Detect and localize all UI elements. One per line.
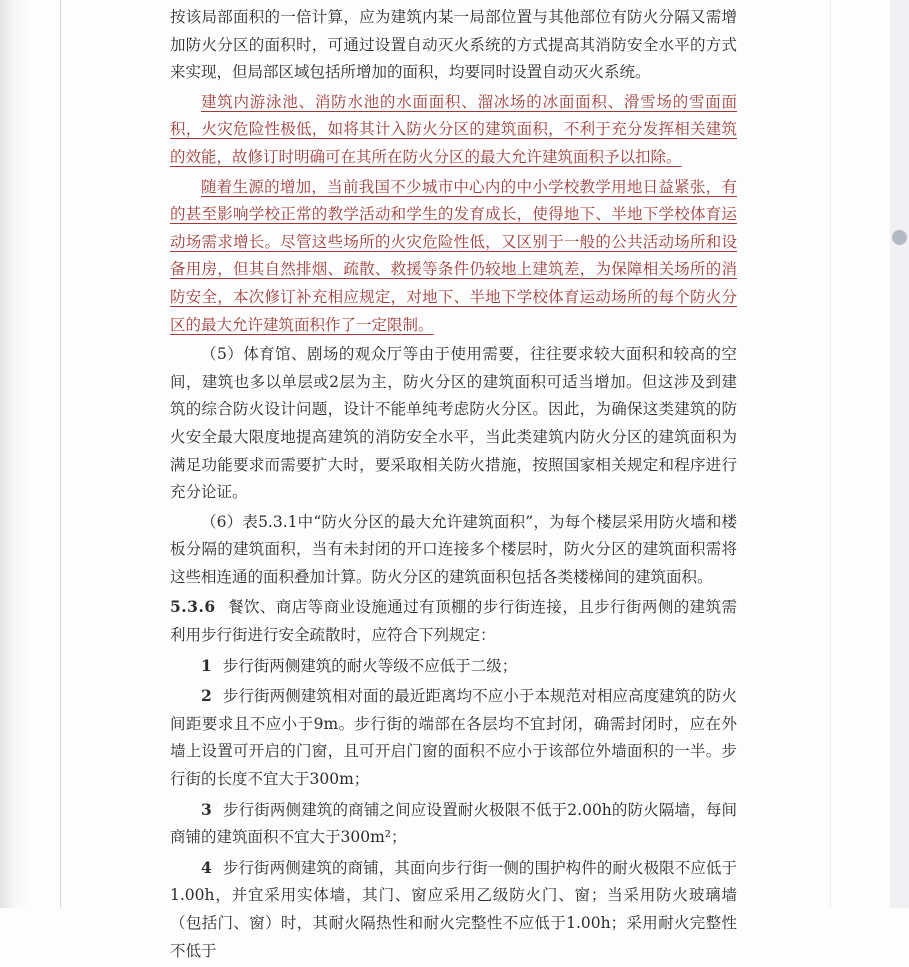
paragraph-note-5: （5）体育馆、剧场的观众厅等由于使用需要，往往要求较大面积和较高的空间，建筑也多以单层或2层为主，防火分区的建筑面积可适当增加。但这涉及到建筑的综合防火设计问题，设计不能单纯考虑防火分区。因此，为确保这类建筑的防火安全最大限度地提高建筑的消防安全水平，当此类建筑内防火分区的建筑面积为满足功能要求而需要扩大时，要采取相关防火措施，按照国家相关规定和程序进行充分论证。 [170, 345, 737, 502]
scrollbar-thumb[interactable] [892, 230, 907, 245]
left-gutter-shadow [0, 0, 30, 908]
page-left-edge-line [60, 0, 61, 908]
item-number: 2 [201, 686, 212, 706]
clause-item-1 [170, 652, 737, 681]
item-text: 步行街两侧建筑的耐火等级不应低于二级； [222, 656, 518, 675]
item-text: 步行街两侧建筑的商铺，其面向步行街一侧的围护构件的耐火极限不应低于1.00h，并宜采用实体墙，其门、窗应采用乙级防火门、窗；当采用防火玻璃墙（包括门、窗）时，其耐火隔热性和耐火完整性不应低于1.00h；采用耐火完整性不低于 [170, 858, 737, 960]
paragraph-revision-pool-area: 建筑内游泳池、消防水池的水面面积、溜冰场的冰面面积、滑雪场的雪面面积，火灾危险性极低，如将其计入防火分区的建筑面积，不利于充分发挥相关建筑的效能，故修订时明确可在其所在防火分区的最大允许建筑面积予以扣除。 [170, 92, 737, 166]
clause-text: 餐饮、商店等商业设施通过有顶棚的步行街连接，且步行街两侧的建筑需利用步行街进行安全疏散时，应符合下列规定： [170, 598, 737, 645]
clause-item-2 [170, 682, 737, 793]
item-number: 1 [201, 655, 212, 675]
item-number: 4 [201, 857, 212, 877]
item-number: 3 [201, 799, 212, 819]
document-text-column [170, 4, 737, 967]
clause-item-3 [170, 796, 737, 852]
page-right-edge-line [830, 0, 831, 908]
clause-number: 5.3.6 [170, 597, 216, 617]
paragraph-continuation: 按该局部面积的一倍计算，应为建筑内某一局部位置与其他部位有防火分隔又需增加防火分区的面积时，可通过设置自动灭火系统的方式提高其消防安全水平的方式来实现，但局部区域包括所增加的面积，均要同时设置自动灭火系统。 [170, 8, 737, 82]
paragraph-note-6: （6）表5.3.1中“防火分区的最大允许建筑面积”，为每个楼层采用防火墙和楼板分隔的建筑面积，当有未封闭的开口连接多个楼层时，防火分区的建筑面积需将这些相连通的面积叠加计算。防火分区的建筑面积包括各类楼梯间的建筑面积。 [170, 512, 737, 586]
item-text: 步行街两侧建筑相对面的最近距离均不应小于本规范对相应高度建筑的防火间距要求且不应小于9m。步行街的端部在各层均不宜封闭，确需封闭时，应在外墙上设置可开启的门窗，且可开启门窗的面积不应小于该部位外墙面积的一半。步行街的长度不宜大于300m； [170, 687, 737, 789]
scrollbar-track[interactable] [890, 0, 909, 908]
clause-5-3-6 [170, 593, 737, 649]
clause-item-4 [170, 854, 737, 965]
item-text: 步行街两侧建筑的商铺之间应设置耐火极限不低于2.00h的防火隔墙，每间商铺的建筑面积不宜大于300m²； [170, 800, 737, 847]
paragraph-revision-school-sports: 随着生源的增加，当前我国不少城市中心内的中小学校教学用地日益紧张，有的甚至影响学校正常的教学活动和学生的发育成长，使得地下、半地下学校体育运动场需求增长。尽管这些场所的火灾危险性低，又区别于一般的公共活动场所和设备用房，但其自然排烟、疏散、救援等条件仍较地上建筑差，为保障相关场所的消防安全，本次修订补充相应规定，对地下、半地下学校体育运动场所的每个防火分区的最大允许建筑面积作了一定限制。 [170, 177, 737, 334]
